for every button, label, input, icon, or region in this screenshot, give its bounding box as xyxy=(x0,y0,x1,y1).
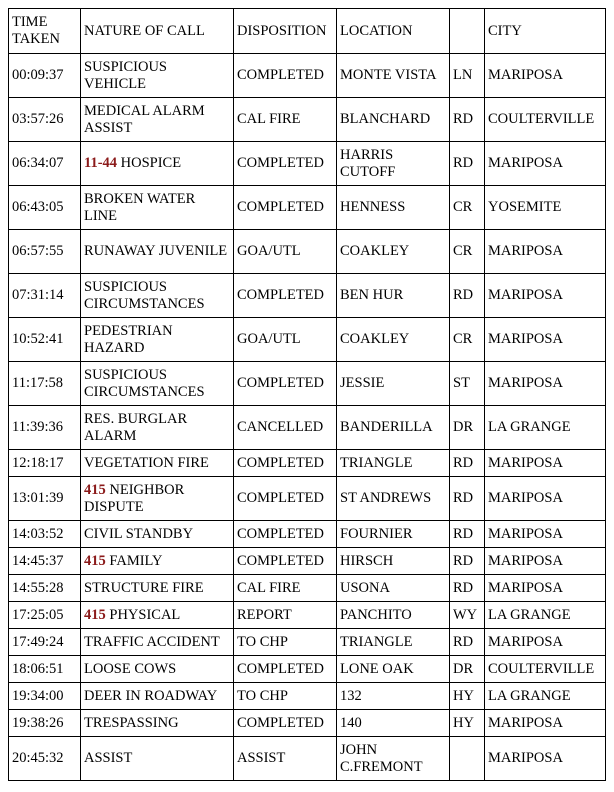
disposition-cell: REPORT xyxy=(234,602,337,629)
nature-text: SUSPICIOUS CIRCUMSTANCES xyxy=(84,366,205,400)
location-cell: 140 xyxy=(337,710,450,737)
header-city: CITY xyxy=(485,9,606,54)
table-row xyxy=(9,406,606,450)
street-suffix-cell: RD xyxy=(450,274,485,318)
nature-text: BROKEN WATER LINE xyxy=(84,190,196,224)
nature-text: SUSPICIOUS VEHICLE xyxy=(84,58,167,92)
location-cell: COAKLEY xyxy=(337,318,450,362)
table-row xyxy=(9,477,606,521)
disposition-cell: COMPLETED xyxy=(234,274,337,318)
nature-text: RUNAWAY JUVENILE xyxy=(84,243,228,259)
nature-text: HOSPICE xyxy=(120,155,182,171)
nature-text: NEIGHBOR DISPUTE xyxy=(84,481,185,515)
nature-cell xyxy=(81,318,234,362)
disposition-cell: GOA/UTL xyxy=(234,318,337,362)
disposition-cell: TO CHP xyxy=(234,683,337,710)
nature-cell xyxy=(81,737,234,781)
street-suffix-cell: RD xyxy=(450,521,485,548)
nature-cell xyxy=(81,548,234,575)
nature-text: DEER IN ROADWAY xyxy=(84,687,218,704)
location-cell: 132 xyxy=(337,683,450,710)
nature-cell xyxy=(81,98,234,142)
city-cell: MARIPOSA xyxy=(485,318,606,362)
table-row xyxy=(9,683,606,710)
location-cell: TRIANGLE xyxy=(337,629,450,656)
disposition-cell: CANCELLED xyxy=(234,406,337,450)
nature-text: VEGETATION FIRE xyxy=(84,454,209,471)
header-disposition: DISPOSITION xyxy=(234,9,337,54)
street-suffix-cell: RD xyxy=(450,450,485,477)
disposition-cell: GOA/UTL xyxy=(234,230,337,274)
disposition-cell: COMPLETED xyxy=(234,450,337,477)
location-cell: BLANCHARD xyxy=(337,98,450,142)
nature-text: ASSIST xyxy=(84,750,133,766)
nature-cell xyxy=(81,450,234,477)
call-code: 11-44 xyxy=(84,155,118,171)
street-suffix-cell: ST xyxy=(450,362,485,406)
table-row xyxy=(9,450,606,477)
disposition-cell: TO CHP xyxy=(234,629,337,656)
table-row xyxy=(9,318,606,362)
city-cell: MARIPOSA xyxy=(485,362,606,406)
location-cell: JOHN C.FREMONT xyxy=(337,737,450,781)
city-cell: MARIPOSA xyxy=(485,54,606,98)
disposition-cell: ASSIST xyxy=(234,737,337,781)
call-code: 415 xyxy=(84,606,106,623)
time-cell: 14:45:37 xyxy=(9,548,81,575)
location-cell: HARRIS CUTOFF xyxy=(337,142,450,186)
table-row xyxy=(9,710,606,737)
city-cell: MARIPOSA xyxy=(485,737,606,781)
nature-cell xyxy=(81,521,234,548)
disposition-cell: CAL FIRE xyxy=(234,98,337,142)
time-cell: 11:39:36 xyxy=(9,406,81,450)
city-cell: MARIPOSA xyxy=(485,629,606,656)
time-cell: 12:18:17 xyxy=(9,450,81,477)
city-cell: MARIPOSA xyxy=(485,274,606,318)
city-cell: MARIPOSA xyxy=(485,575,606,602)
nature-text: MEDICAL ALARM ASSIST xyxy=(84,102,205,136)
street-suffix-cell: CR xyxy=(450,230,485,274)
table-row xyxy=(9,656,606,683)
time-cell: 14:03:52 xyxy=(9,521,81,548)
street-suffix-cell: DR xyxy=(450,406,485,450)
table-row xyxy=(9,230,606,274)
table-row xyxy=(9,54,606,98)
nature-text: PHYSICAL xyxy=(109,606,181,623)
nature-text: LOOSE COWS xyxy=(84,660,177,677)
street-suffix-cell: CR xyxy=(450,318,485,362)
nature-cell xyxy=(81,656,234,683)
location-cell: BANDERILLA xyxy=(337,406,450,450)
time-cell: 00:09:37 xyxy=(9,54,81,98)
location-cell: JESSIE xyxy=(337,362,450,406)
time-cell: 11:17:58 xyxy=(9,362,81,406)
time-cell: 13:01:39 xyxy=(9,477,81,521)
disposition-cell: CAL FIRE xyxy=(234,575,337,602)
location-cell: FOURNIER xyxy=(337,521,450,548)
city-cell: MARIPOSA xyxy=(485,230,606,274)
time-cell: 19:38:26 xyxy=(9,710,81,737)
disposition-cell: COMPLETED xyxy=(234,548,337,575)
disposition-cell: COMPLETED xyxy=(234,656,337,683)
call-code: 415 xyxy=(84,481,106,498)
street-suffix-cell: RD xyxy=(450,575,485,602)
header-time-taken: TIME TAKEN xyxy=(9,9,81,54)
nature-cell xyxy=(81,683,234,710)
location-cell: COAKLEY xyxy=(337,230,450,274)
street-suffix-cell: HY xyxy=(450,683,485,710)
nature-cell xyxy=(81,602,234,629)
nature-text: TRAFFIC ACCIDENT xyxy=(84,633,220,650)
table-row xyxy=(9,602,606,629)
city-cell: YOSEMITE xyxy=(485,186,606,230)
header-street-suffix xyxy=(450,9,485,54)
nature-cell xyxy=(81,575,234,602)
location-cell: PANCHITO xyxy=(337,602,450,629)
time-cell: 10:52:41 xyxy=(9,318,81,362)
table-row xyxy=(9,737,606,781)
table-row xyxy=(9,98,606,142)
street-suffix-cell: RD xyxy=(450,477,485,521)
location-cell: HENNESS xyxy=(337,186,450,230)
disposition-cell: COMPLETED xyxy=(234,710,337,737)
table-row xyxy=(9,521,606,548)
time-cell: 06:43:05 xyxy=(9,186,81,230)
time-cell: 18:06:51 xyxy=(9,656,81,683)
nature-cell xyxy=(81,710,234,737)
time-cell: 03:57:26 xyxy=(9,98,81,142)
table-row xyxy=(9,142,606,186)
nature-text: TRESPASSING xyxy=(84,714,179,731)
nature-text: CIVIL STANDBY xyxy=(84,525,194,542)
nature-cell xyxy=(81,142,234,186)
nature-cell xyxy=(81,406,234,450)
location-cell: USONA xyxy=(337,575,450,602)
table-row xyxy=(9,274,606,318)
city-cell: MARIPOSA xyxy=(485,548,606,575)
city-cell: MARIPOSA xyxy=(485,477,606,521)
disposition-cell: COMPLETED xyxy=(234,521,337,548)
nature-text: SUSPICIOUS CIRCUMSTANCES xyxy=(84,278,205,312)
location-cell: ST ANDREWS xyxy=(337,477,450,521)
nature-cell xyxy=(81,477,234,521)
nature-text: PEDESTRIAN HAZARD xyxy=(84,322,173,356)
call-log-table xyxy=(8,8,606,781)
header-nature-of-call: NATURE OF CALL xyxy=(81,9,234,54)
time-cell: 20:45:32 xyxy=(9,737,81,781)
table-row xyxy=(9,548,606,575)
disposition-cell: COMPLETED xyxy=(234,477,337,521)
street-suffix-cell: WY xyxy=(450,602,485,629)
nature-cell xyxy=(81,274,234,318)
location-cell: TRIANGLE xyxy=(337,450,450,477)
city-cell: LA GRANGE xyxy=(485,683,606,710)
city-cell: MARIPOSA xyxy=(485,450,606,477)
street-suffix-cell: LN xyxy=(450,54,485,98)
city-cell: MARIPOSA xyxy=(485,142,606,186)
disposition-cell: COMPLETED xyxy=(234,142,337,186)
street-suffix-cell: RD xyxy=(450,548,485,575)
city-cell: MARIPOSA xyxy=(485,710,606,737)
nature-cell xyxy=(81,186,234,230)
city-cell: LA GRANGE xyxy=(485,602,606,629)
location-cell: BEN HUR xyxy=(337,274,450,318)
city-cell: MARIPOSA xyxy=(485,521,606,548)
time-cell: 06:57:55 xyxy=(9,230,81,274)
city-cell: LA GRANGE xyxy=(485,406,606,450)
header-row xyxy=(9,9,606,54)
disposition-cell: COMPLETED xyxy=(234,54,337,98)
table-row xyxy=(9,362,606,406)
location-cell: MONTE VISTA xyxy=(337,54,450,98)
nature-text: RES. BURGLAR ALARM xyxy=(84,410,188,444)
nature-cell xyxy=(81,230,234,274)
table-row xyxy=(9,186,606,230)
location-cell: LONE OAK xyxy=(337,656,450,683)
time-cell: 19:34:00 xyxy=(9,683,81,710)
header-location: LOCATION xyxy=(337,9,450,54)
call-code: 415 xyxy=(84,552,106,569)
nature-cell xyxy=(81,362,234,406)
nature-cell xyxy=(81,629,234,656)
street-suffix-cell: RD xyxy=(450,142,485,186)
time-cell: 07:31:14 xyxy=(9,274,81,318)
street-suffix-cell: RD xyxy=(450,98,485,142)
street-suffix-cell: DR xyxy=(450,656,485,683)
nature-text: FAMILY xyxy=(109,552,163,569)
nature-cell xyxy=(81,54,234,98)
street-suffix-cell: RD xyxy=(450,629,485,656)
street-suffix-cell: CR xyxy=(450,186,485,230)
table-row xyxy=(9,575,606,602)
table-row xyxy=(9,629,606,656)
disposition-cell: COMPLETED xyxy=(234,362,337,406)
disposition-cell: COMPLETED xyxy=(234,186,337,230)
nature-text: STRUCTURE FIRE xyxy=(84,579,204,596)
city-cell: COULTERVILLE xyxy=(485,656,606,683)
time-cell: 06:34:07 xyxy=(9,142,81,186)
location-cell: HIRSCH xyxy=(337,548,450,575)
time-cell: 17:49:24 xyxy=(9,629,81,656)
street-suffix-cell xyxy=(450,737,485,781)
time-cell: 14:55:28 xyxy=(9,575,81,602)
city-cell: COULTERVILLE xyxy=(485,98,606,142)
street-suffix-cell: HY xyxy=(450,710,485,737)
time-cell: 17:25:05 xyxy=(9,602,81,629)
